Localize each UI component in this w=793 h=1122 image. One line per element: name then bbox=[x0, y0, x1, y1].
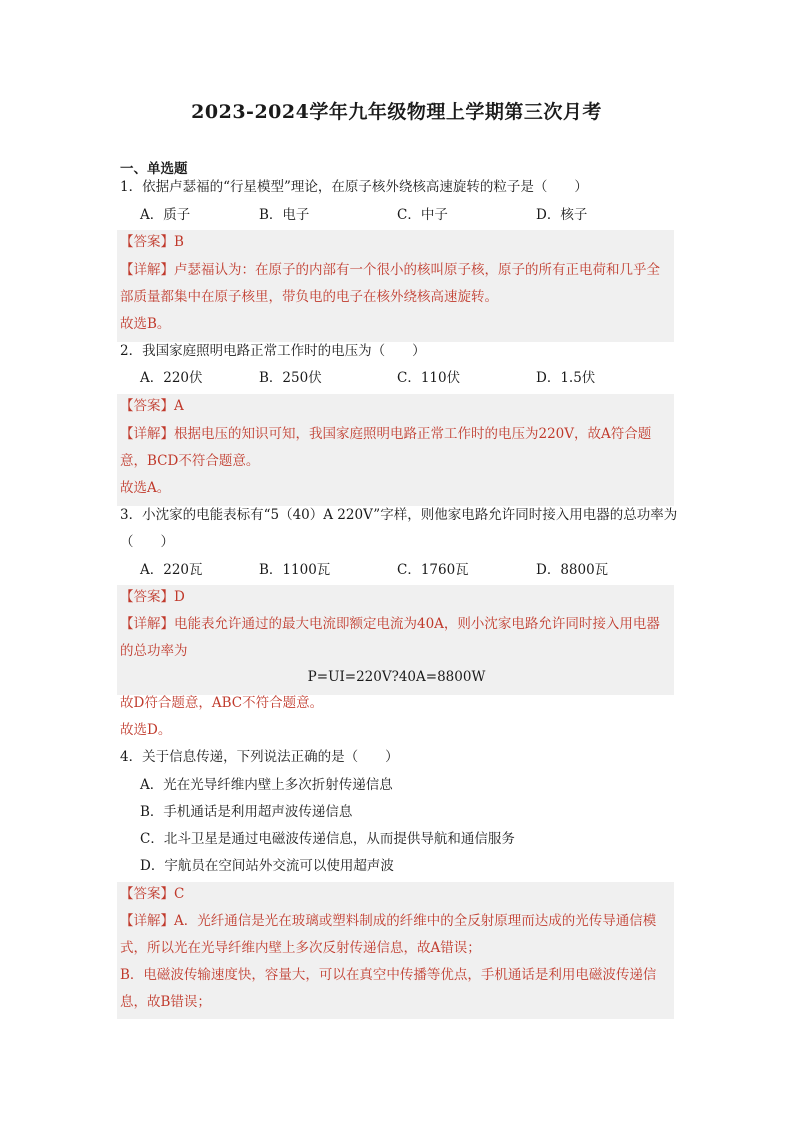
question-3-detail-line-1: 【详解】电能表允许通过的最大电流即额定电流为40A，则小沈家电路允许同时接入用电器 bbox=[120, 616, 660, 632]
question-1-detail-line-2: 部质量都集中在原子核里，带负电的电子在核外绕核高速旋转。 bbox=[120, 289, 498, 305]
question-1-option-d: D．核子 bbox=[536, 207, 588, 223]
question-3-option-c: C．1760瓦 bbox=[397, 562, 469, 578]
question-3-after-formula: 故D符合题意，ABC不符合题意。 bbox=[120, 695, 324, 711]
question-3-option-d: D．8800瓦 bbox=[536, 562, 609, 578]
question-1-detail-line-1: 【详解】卢瑟福认为：在原子的内部有一个很小的核叫原子核，原子的所有正电荷和几乎全 bbox=[120, 262, 660, 278]
question-1-conclusion: 故选B。 bbox=[120, 316, 171, 332]
question-2-conclusion: 故选A。 bbox=[120, 480, 171, 496]
question-4-detail-line-4: 息，故B错误； bbox=[120, 994, 211, 1010]
question-3-option-a: A．220瓦 bbox=[140, 562, 203, 578]
question-3-stem-line-2: （ ） bbox=[120, 534, 174, 550]
question-4-answer: 【答案】C bbox=[120, 886, 185, 902]
question-4-detail-line-1: 【详解】A．光纤通信是光在玻璃或塑料制成的纤维中的全反射原理而达成的光传导通信模 bbox=[120, 913, 657, 929]
question-2-detail-line-1: 【详解】根据电压的知识可知，我国家庭照明电路正常工作时的电压为220V，故A符合题 bbox=[120, 426, 652, 442]
question-3-detail-line-2: 的总功率为 bbox=[120, 643, 188, 659]
question-2-answer-block bbox=[117, 394, 674, 506]
question-2-option-c: C．110伏 bbox=[397, 370, 461, 386]
question-2-detail-line-2: 意，BCD不符合题意。 bbox=[120, 453, 260, 469]
question-1-answer-block bbox=[117, 230, 674, 342]
question-3-option-b: B．1100瓦 bbox=[259, 562, 331, 578]
question-1-option-c: C．中子 bbox=[397, 207, 448, 223]
question-3-stem-line-1: 3．小沈家的电能表标有“5（40）A 220V”字样，则他家电路允许同时接入用电器的总功率为 bbox=[120, 507, 678, 523]
question-1-answer: 【答案】B bbox=[120, 234, 184, 250]
question-4-option-c: C．北斗卫星是通过电磁波传递信息，从而提供导航和通信服务 bbox=[140, 831, 515, 847]
question-4-detail-line-2: 式，所以光在光导纤维内壁上多次反射传递信息，故A错误； bbox=[120, 940, 481, 956]
question-4-option-d: D．宇航员在空间站外交流可以使用超声波 bbox=[140, 858, 394, 874]
question-4-option-b: B．手机通话是利用超声波传递信息 bbox=[140, 804, 353, 820]
question-2-stem: 2．我国家庭照明电路正常工作时的电压为（ ） bbox=[120, 343, 426, 359]
question-3-answer: 【答案】D bbox=[120, 589, 185, 605]
question-4-option-a: A．光在光导纤维内壁上多次折射传递信息 bbox=[140, 777, 393, 793]
section-heading: 一、单选题 bbox=[120, 161, 188, 177]
question-1-option-a: A．质子 bbox=[140, 207, 191, 223]
question-4-detail-line-3: B．电磁波传输速度快，容量大，可以在真空中传播等优点，手机通话是利用电磁波传递信 bbox=[120, 967, 657, 983]
question-3-conclusion: 故选D。 bbox=[120, 722, 172, 738]
question-4-stem: 4．关于信息传递，下列说法正确的是（ ） bbox=[120, 749, 399, 765]
question-1-option-b: B．电子 bbox=[259, 207, 310, 223]
question-2-answer: 【答案】A bbox=[120, 398, 184, 414]
question-2-option-a: A．220伏 bbox=[140, 370, 203, 386]
question-2-option-b: B．250伏 bbox=[259, 370, 322, 386]
question-3-formula: P=UI=220V?40A=8800W bbox=[307, 669, 486, 685]
question-1-stem: 1．依据卢瑟福的“行星模型”理论，在原子核外绕核高速旋转的粒子是（ ） bbox=[120, 179, 588, 195]
question-2-option-d: D．1.5伏 bbox=[536, 370, 596, 386]
page-title: 2023-2024学年九年级物理上学期第三次月考 bbox=[191, 101, 602, 123]
